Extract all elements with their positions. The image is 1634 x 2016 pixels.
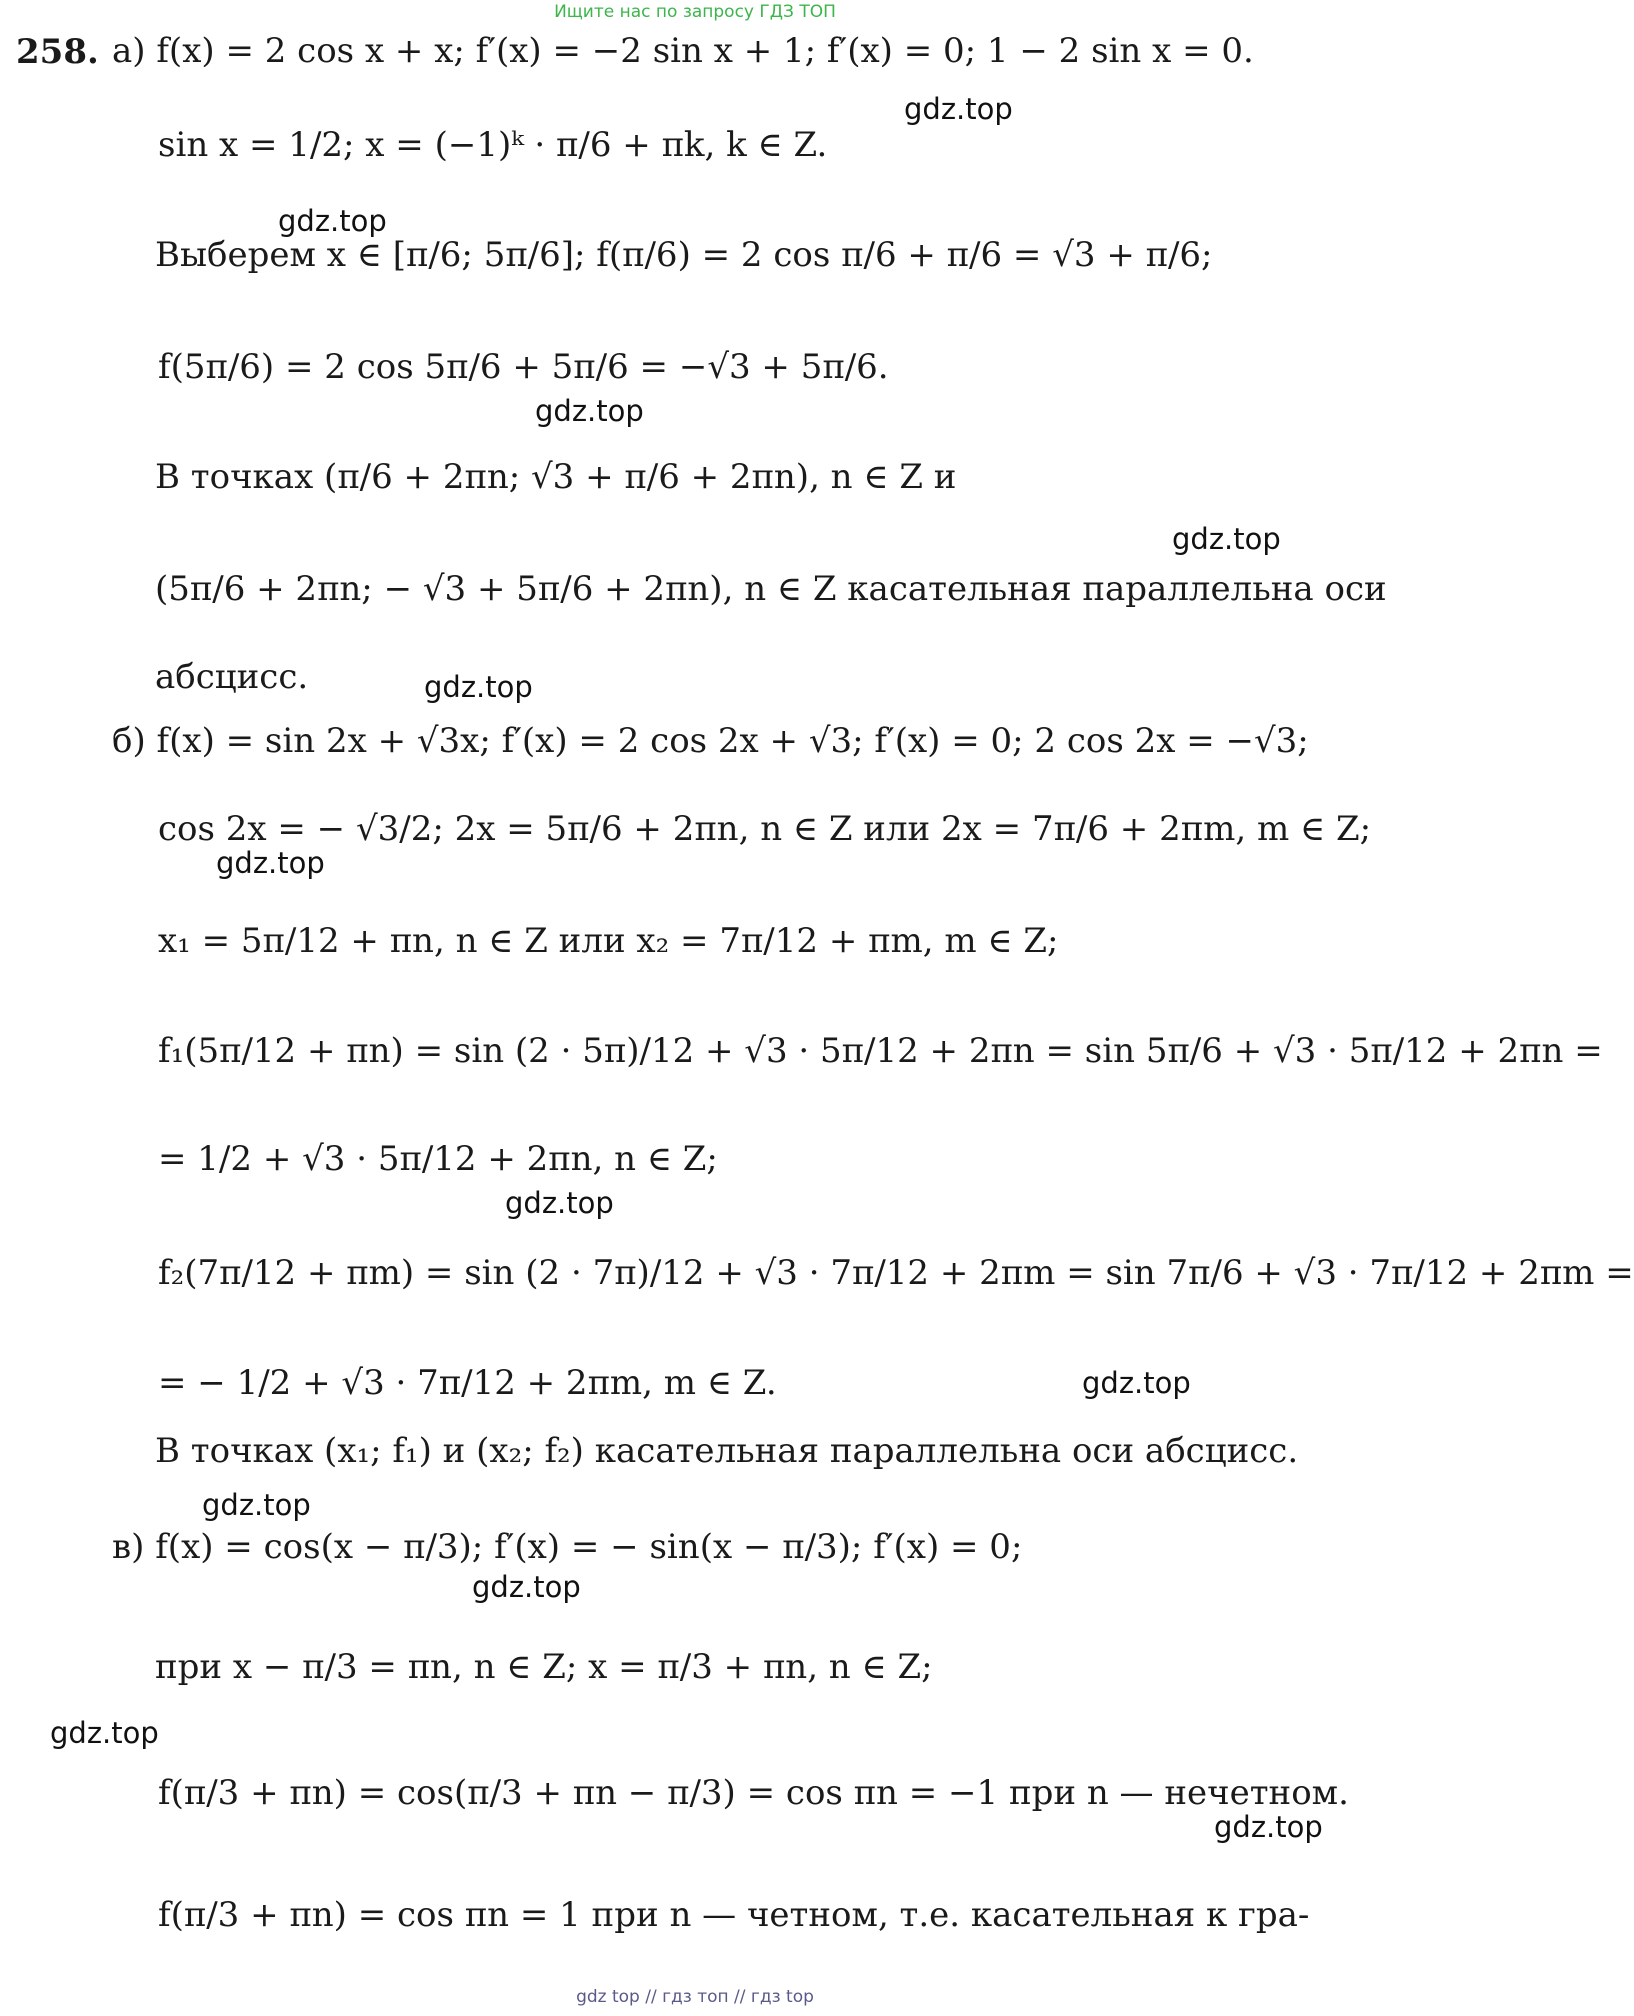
watermark: gdz.top <box>1214 1810 1323 1844</box>
solution-line-b6: f₂(7π/12 + πm) = sin (2 · 7π)/12 + √3 · 7π/12 + 2πm = sin 7π/6 + √3 · 7π/12 + 2πm = <box>158 1253 1634 1293</box>
solution-line-b3: x₁ = 5π/12 + πn, n ∈ Z или x₂ = 7π/12 + πm, m ∈ Z; <box>158 921 1059 961</box>
watermark: gdz.top <box>216 846 325 880</box>
solution-line-c3: f(π/3 + πn) = cos(π/3 + πn − π/3) = cos πn = −1 при n — нечетном. <box>158 1773 1349 1813</box>
solution-line-b2: cos 2x = − √3/2; 2x = 5π/6 + 2πn, n ∈ Z или 2x = 7π/6 + 2πm, m ∈ Z; <box>158 809 1372 849</box>
watermark: gdz.top <box>1172 522 1281 556</box>
solution-line-b7: = − 1/2 + √3 · 7π/12 + 2πm, m ∈ Z. <box>158 1363 777 1403</box>
watermark: gdz.top <box>202 1488 311 1522</box>
solution-line-c1: в) f(x) = cos(x − π/3); f′(x) = − sin(x − π/3); f′(x) = 0; <box>112 1527 1023 1567</box>
watermark: gdz.top <box>424 670 533 704</box>
solution-line-a2: sin x = 1/2; x = (−1)ᵏ · π/6 + πk, k ∈ Z. <box>158 125 828 165</box>
solution-line-c4: f(π/3 + πn) = cos πn = 1 при n — четном, т.е. касательная к гра- <box>158 1895 1310 1935</box>
watermark: gdz.top <box>535 394 644 428</box>
solution-line-a5: В точках (π/6 + 2πn; √3 + π/6 + 2πn), n ∈ Z и <box>155 457 957 497</box>
solution-line-c2: при x − π/3 = πn, n ∈ Z; x = π/3 + πn, n ∈ Z; <box>155 1647 933 1687</box>
problem-number: 258. <box>16 32 99 72</box>
watermark: gdz.top <box>1082 1366 1191 1400</box>
solution-line-a4: f(5π/6) = 2 cos 5π/6 + 5π/6 = −√3 + 5π/6. <box>158 347 889 387</box>
watermark: gdz.top <box>278 204 387 238</box>
solution-line-b8: В точках (x₁; f₁) и (x₂; f₂) касательная параллельна оси абсцисс. <box>155 1431 1299 1471</box>
solution-line-b1: б) f(x) = sin 2x + √3x; f′(x) = 2 cos 2x + √3; f′(x) = 0; 2 cos 2x = −√3; <box>112 721 1309 761</box>
solution-line-a1: а) f(x) = 2 cos x + x; f′(x) = −2 sin x + 1; f′(x) = 0; 1 − 2 sin x = 0. <box>112 31 1254 71</box>
solution-line-a6: (5π/6 + 2πn; − √3 + 5π/6 + 2πn), n ∈ Z касательная параллельна оси <box>155 569 1387 609</box>
watermark: gdz.top <box>472 1570 581 1604</box>
solution-line-b5: = 1/2 + √3 · 5π/12 + 2πn, n ∈ Z; <box>158 1139 718 1179</box>
watermark: gdz.top <box>50 1716 159 1750</box>
solution-line-b4: f₁(5π/12 + πn) = sin (2 · 5π)/12 + √3 · 5π/12 + 2πn = sin 5π/6 + √3 · 5π/12 + 2πn = <box>158 1031 1603 1071</box>
top-banner[interactable]: Ищите нас по запросу ГДЗ ТОП <box>554 2 836 22</box>
watermark: gdz.top <box>505 1186 614 1220</box>
solution-line-a7: абсцисс. <box>155 657 309 697</box>
watermark: gdz.top <box>904 92 1013 126</box>
bottom-banner[interactable]: gdz top // гдз топ // гдз top <box>576 1987 814 2007</box>
solution-line-a3: Выберем x ∈ [π/6; 5π/6]; f(π/6) = 2 cos π/6 + π/6 = √3 + π/6; <box>155 235 1213 275</box>
